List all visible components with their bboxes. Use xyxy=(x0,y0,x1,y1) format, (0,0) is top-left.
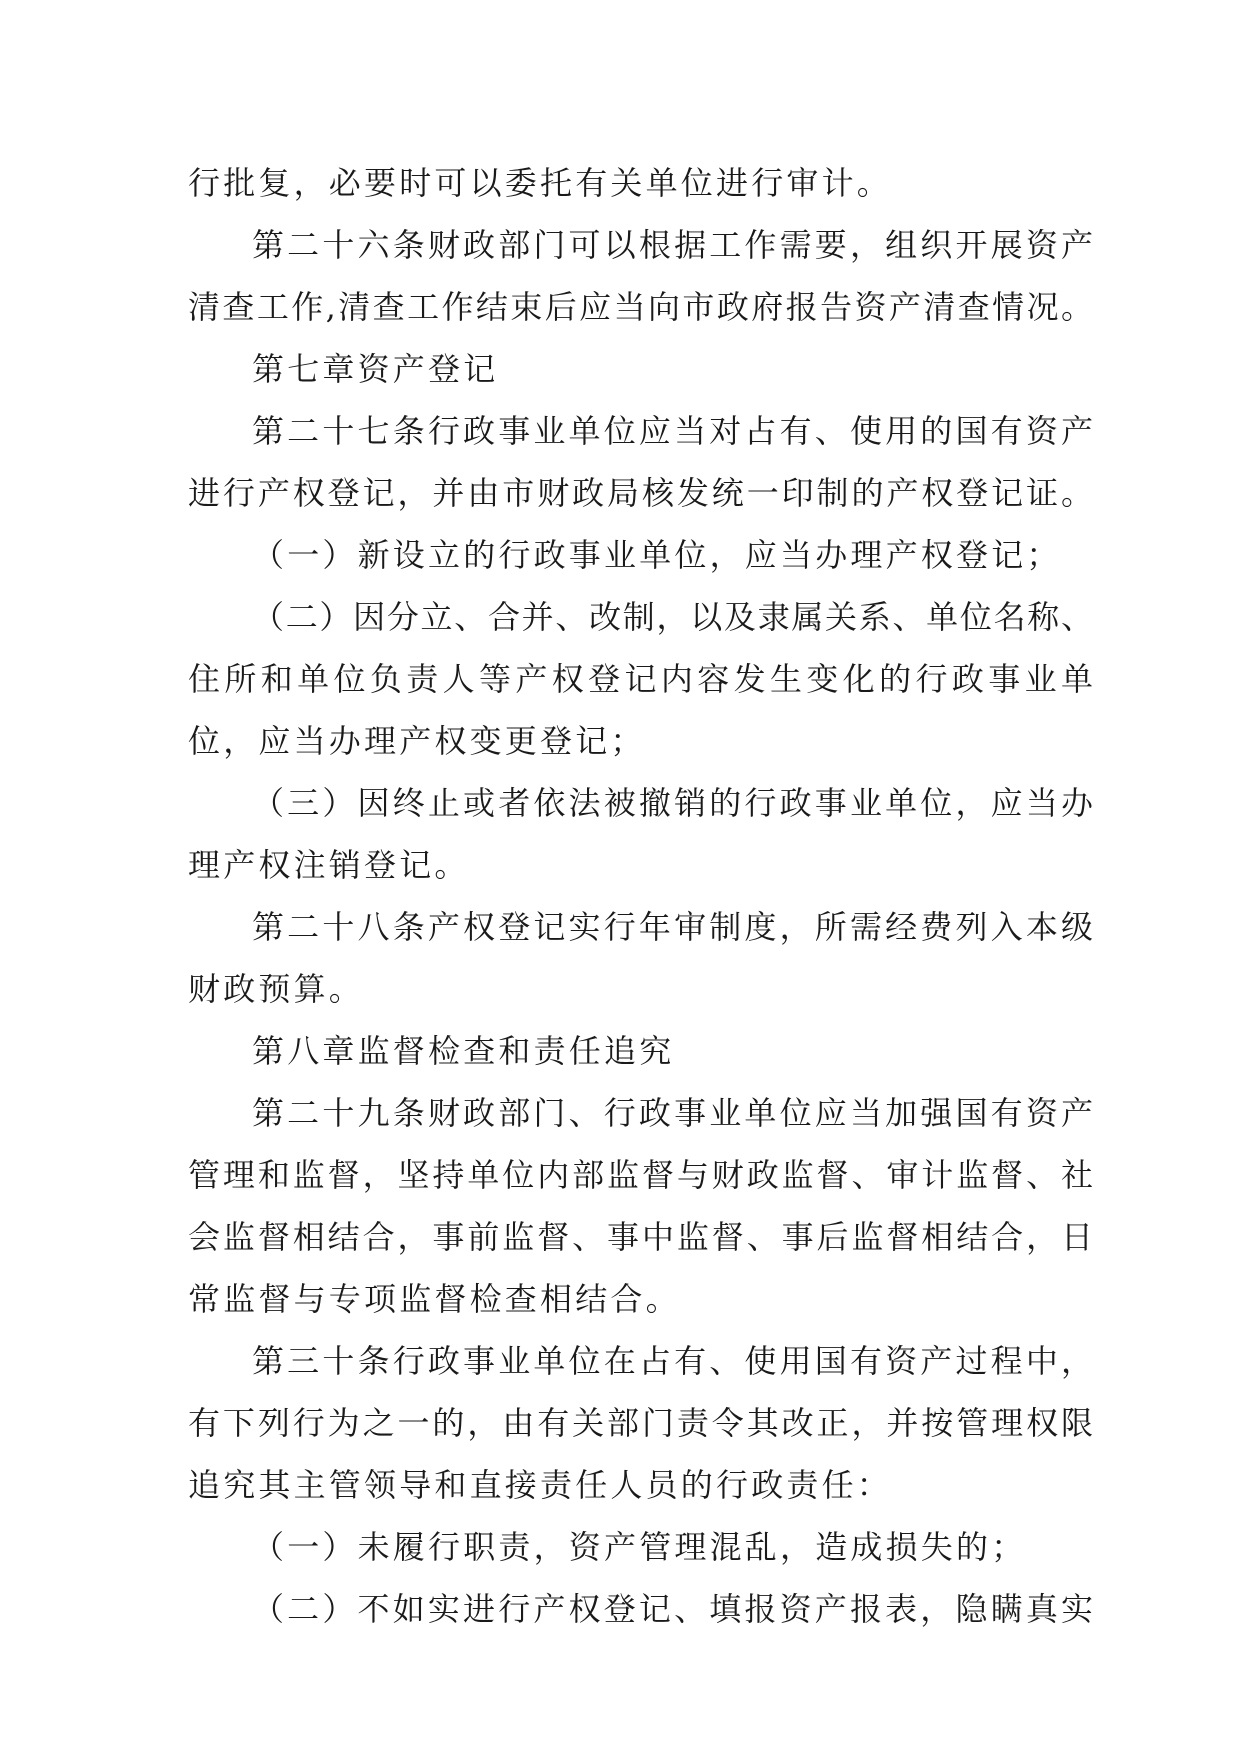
article-30-line: 第三十条行政事业单位在占有、使用国有资产过程中， xyxy=(252,1342,1093,1380)
text-line: 位，应当办理产权变更登记； xyxy=(188,722,646,760)
article-27-line: 第二十七条行政事业单位应当对占有、使用的国有资产 xyxy=(252,412,1093,450)
text-line: 财政预算。 xyxy=(188,970,365,1008)
article-28-line: 第二十八条产权登记实行年审制度，所需经费列入本级 xyxy=(252,908,1093,946)
article-26-line: 第二十六条财政部门可以根据工作需要，组织开展资产 xyxy=(252,226,1093,264)
text-line: 会监督相结合，事前监督、事中监督、事后监督相结合，日 xyxy=(188,1218,1093,1256)
text-line: 住所和单位负责人等产权登记内容发生变化的行政事业单 xyxy=(188,660,1093,698)
text-line: 行批复，必要时可以委托有关单位进行审计。 xyxy=(188,164,893,202)
list-item-2: （二）因分立、合并、改制，以及隶属关系、单位名称、 xyxy=(252,598,1093,636)
document-body xyxy=(188,152,1093,1640)
article-29-line: 第二十九条财政部门、行政事业单位应当加强国有资产 xyxy=(252,1094,1093,1132)
chapter-7-heading: 第七章资产登记 xyxy=(252,350,499,388)
list-item-3: （三）因终止或者依法被撤销的行政事业单位，应当办 xyxy=(252,784,1093,822)
list-item-1: （一）未履行职责，资产管理混乱，造成损失的； xyxy=(252,1528,1027,1566)
text-line: 清查工作,清查工作结束后应当向市政府报告资产清查情况。 xyxy=(188,288,1093,326)
text-line: 进行产权登记，并由市财政局核发统一印制的产权登记证。 xyxy=(188,474,1093,512)
text-line: 有下列行为之一的，由有关部门责令其改正，并按管理权限 xyxy=(188,1404,1093,1442)
list-item-2: （二）不如实进行产权登记、填报资产报表，隐瞒真实 xyxy=(252,1590,1093,1628)
text-line: 管理和监督，坚持单位内部监督与财政监督、审计监督、社 xyxy=(188,1156,1093,1194)
chapter-8-heading: 第八章监督检查和责任追究 xyxy=(252,1032,675,1070)
text-line: 理产权注销登记。 xyxy=(188,846,470,884)
list-item-1: （一）新设立的行政事业单位，应当办理产权登记； xyxy=(252,536,1062,574)
text-line: 常监督与专项监督检查相结合。 xyxy=(188,1280,681,1318)
text-line: 追究其主管领导和直接责任人员的行政责任： xyxy=(188,1466,893,1504)
